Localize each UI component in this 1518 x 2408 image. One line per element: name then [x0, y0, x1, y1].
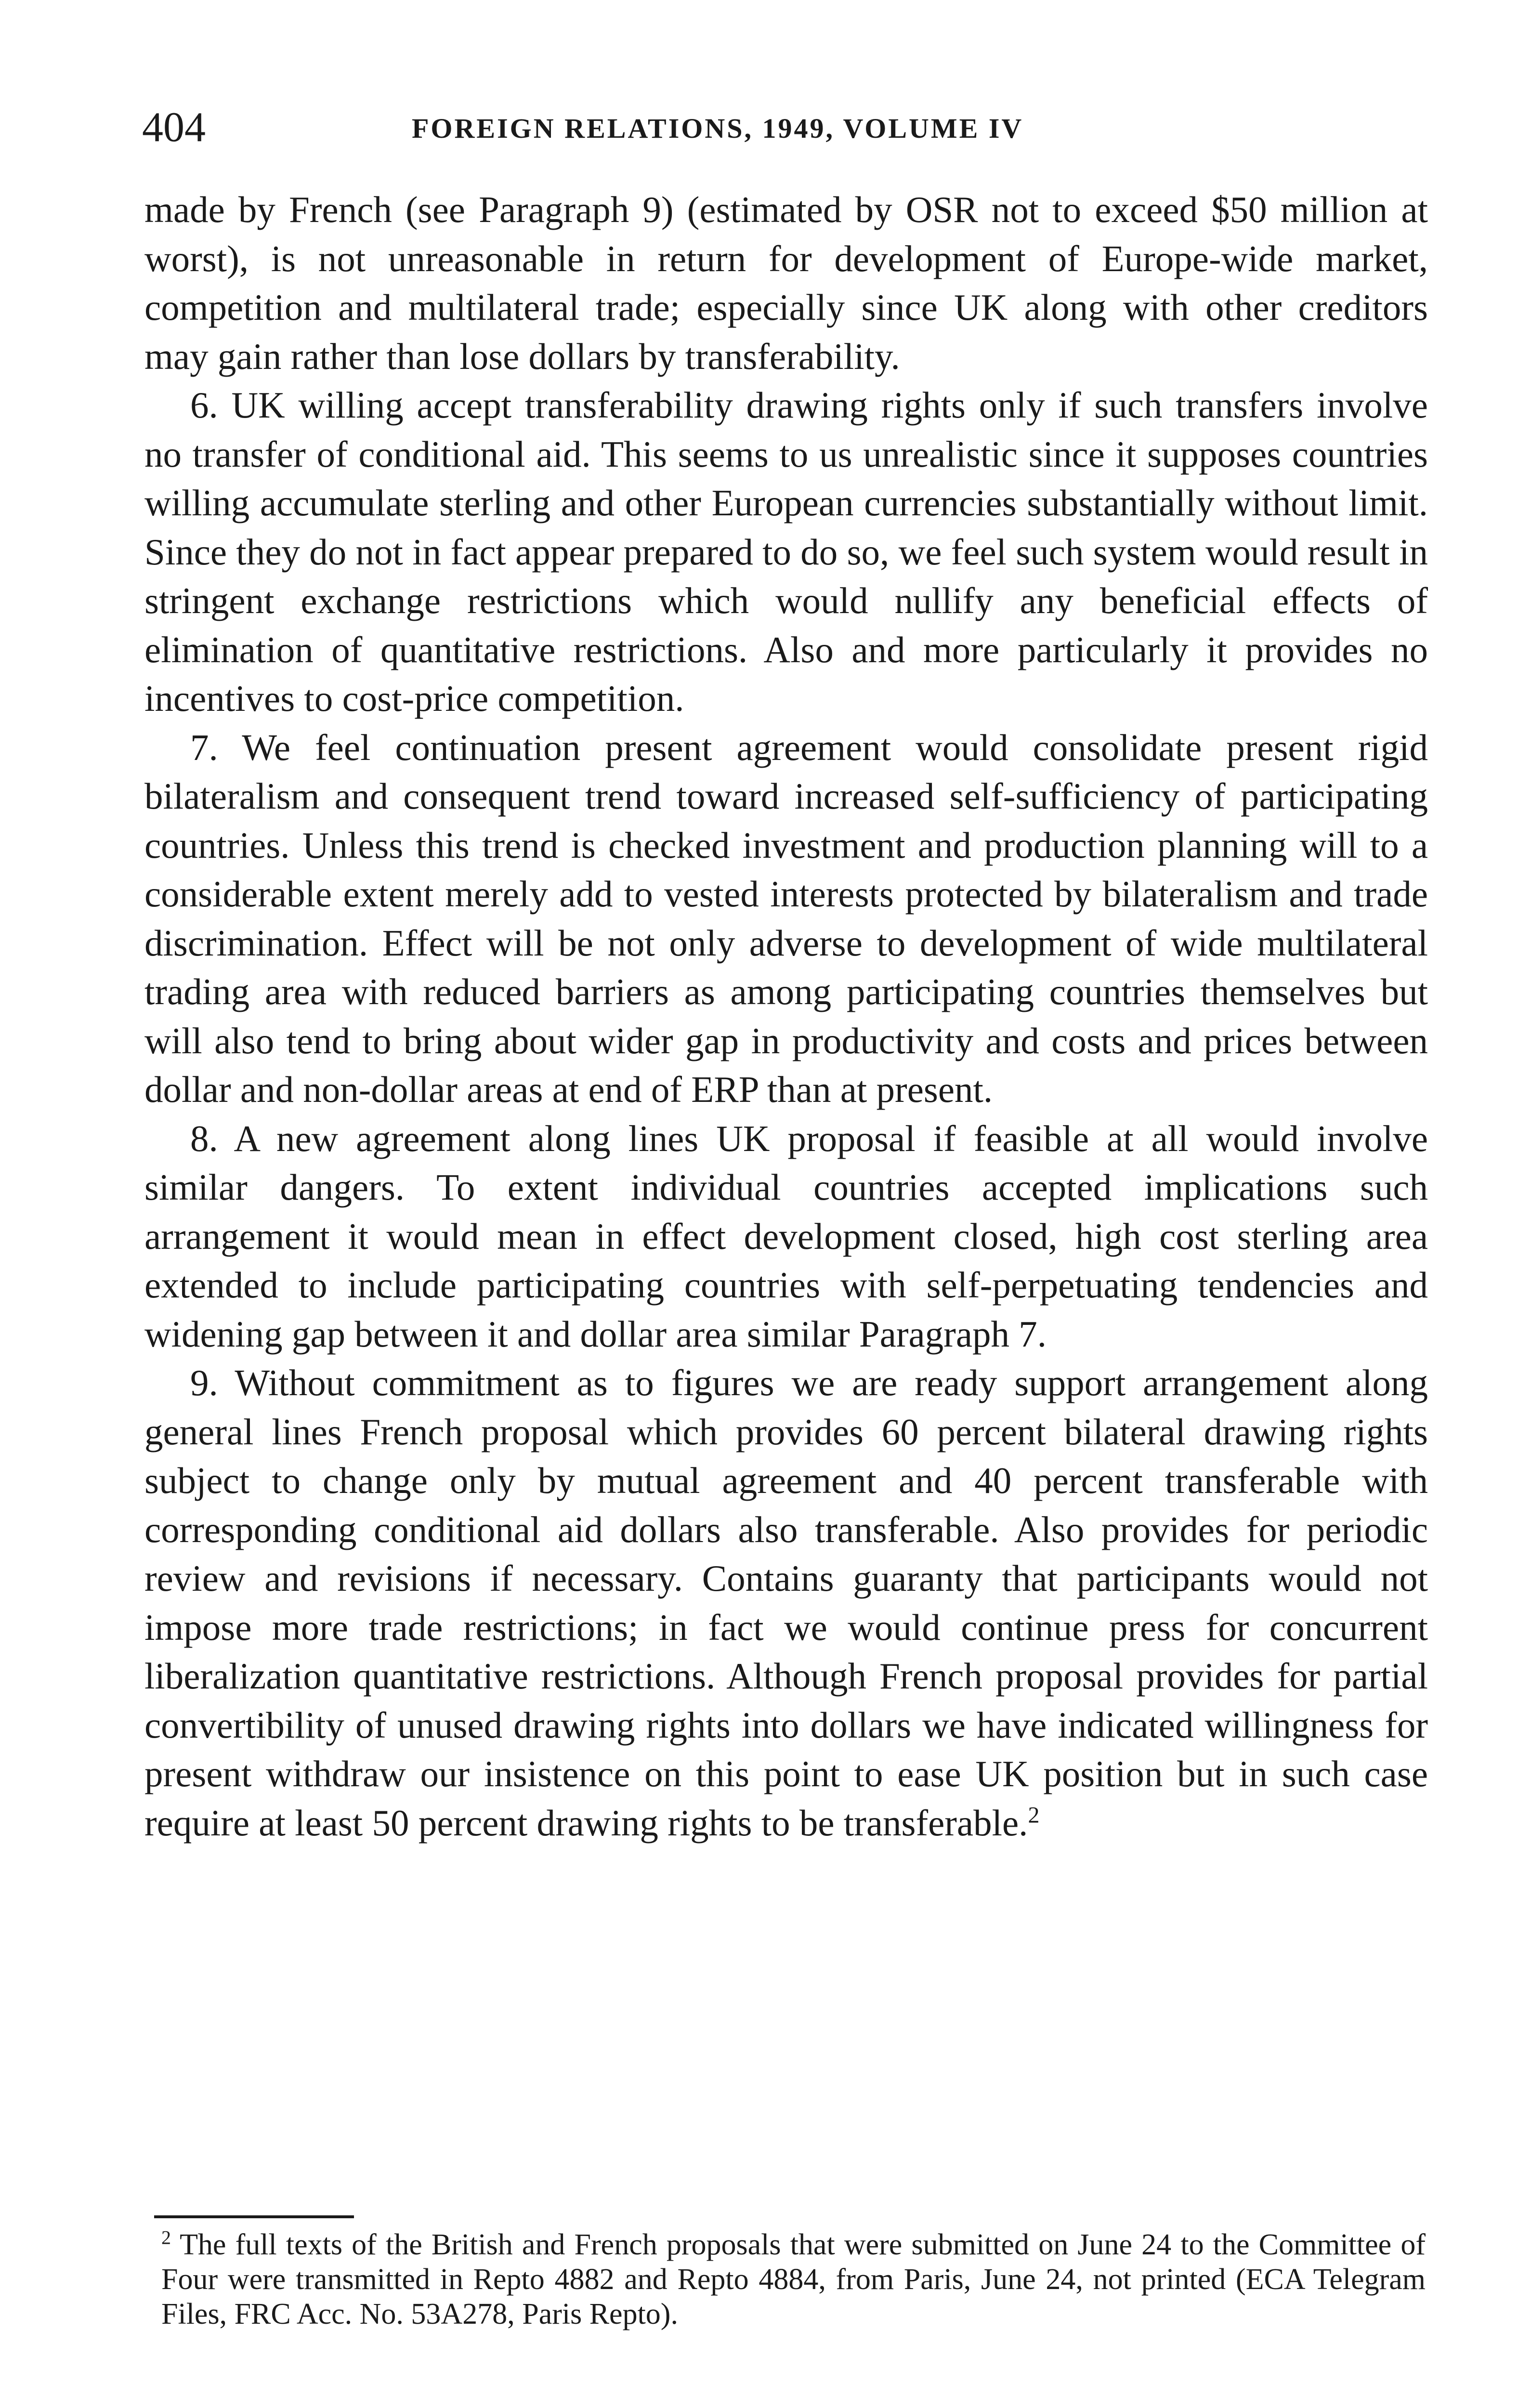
paragraph-9	[144, 1359, 1428, 1847]
paragraph-text: made by French (see Paragraph 9) (estimated by OSR not to exceed $50 million at worst), is not unreasonable in return for development of Europe-wide market, competition and multilateral trade; especially since UK along with other creditors may gain rather than lose dollars by transferability.	[144, 189, 1428, 377]
paragraph-text: 7. We feel continuation present agreement would consolidate present rigid bilateralism and consequent trend toward increased self-sufficiency of participating countries. Unless this trend is checked investment and production planning will to a considerable extent merely add to vested interests protected by bilateralism and trade discrimination. Effect will be not only adverse to development of wide multilateral trading area with reduced barriers as among participating countries themselves but will also tend to bring about wider gap in productivity and costs and prices between dollar and non-dollar areas at end of ERP than at present.	[144, 726, 1428, 1110]
body-text	[144, 185, 1428, 1847]
footnote-reference[interactable]: 2	[1028, 1802, 1040, 1828]
footnote-mark: 2	[161, 2226, 171, 2249]
paragraph-7	[144, 723, 1428, 1114]
paragraph-text: 8. A new agreement along lines UK proposal if feasible at all would involve similar dangers. To extent individual countries accepted implications such arrangement it would mean in effect development closed, high cost sterling area extended to include participating countries with self-perpetuating tendencies and widening gap between it and dollar area similar Paragraph 7.	[144, 1117, 1428, 1355]
paragraph-text: 6. UK willing accept transferability drawing rights only if such transfers involve no transfer of conditional aid. This seems to us unrealistic since it supposes countries willing accumulate sterling and other European currencies substantially without limit. Since they do not in fact appear prepared to do so, we feel such system would result in stringent exchange restrictions which would nullify any beneficial effects of elimination of quantitative restrictions. Also and more particularly it provides no incentives to cost-price competition.	[144, 384, 1428, 719]
running-head	[142, 104, 1418, 157]
footnote	[161, 2227, 1426, 2331]
paragraph-text: 9. Without commitment as to figures we are ready support arrangement along general lines French proposal which provides 60 percent bilateral drawing rights subject to change only by mutual agreement and 40 percent transferable with corresponding conditional aid dollars also transferable. Also provides for periodic review and revisions if necessary. Contains guaranty that participants would not impose more trade restrictions; in fact we would continue press for concurrent liberalization quantitative restrictions. Although French proposal provides for partial convertibility of unused drawing rights into dollars we have indicated willingness for present withdraw our insistence on this point to ease UK position but in such case require at least 50 percent drawing rights to be transferable.	[144, 1362, 1428, 1844]
paragraph-continuation	[144, 185, 1428, 381]
page-number: 404	[142, 104, 206, 151]
running-title: FOREIGN RELATIONS, 1949, VOLUME IV	[412, 113, 1024, 144]
paragraph-8	[144, 1114, 1428, 1359]
paragraph-6	[144, 381, 1428, 723]
footnote-text: The full texts of the British and French proposals that were submitted on June 24 to the Committee of Four were transmitted in Repto 4882 and Repto 4884, from Paris, June 24, not printed (ECA Telegram Files, FRC Acc. No. 53A278, Paris Repto).	[161, 2228, 1426, 2330]
footnote-divider	[154, 2215, 354, 2218]
